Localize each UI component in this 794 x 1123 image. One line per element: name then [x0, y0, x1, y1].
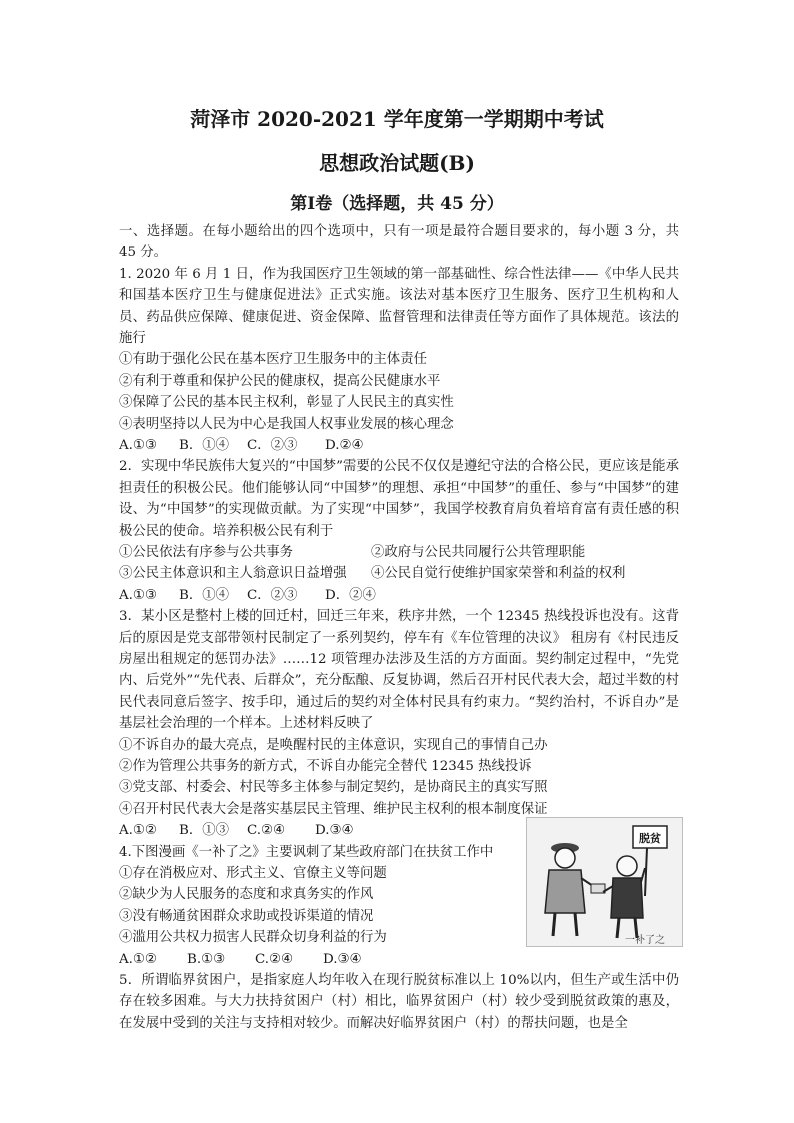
q2-option-a[interactable]: A.①③: [119, 587, 157, 603]
q4-item: ③没有畅通贫困群众求助或投诉渠道的情况: [119, 908, 374, 924]
exam-title: 菏泽市 2020-2021 学年度第一学期期中考试: [190, 107, 604, 131]
q1-options: [119, 435, 679, 456]
q2-option-b[interactable]: B．①④: [179, 587, 230, 603]
q4-option-c[interactable]: C.②④: [255, 951, 294, 967]
cartoon-caption: 一补了之: [625, 935, 665, 946]
q4-option-b[interactable]: B.①③: [187, 951, 226, 967]
q1-option-c[interactable]: C．②③: [247, 438, 298, 453]
q3-stem: 3．某小区是整村上楼的回迁村，回迁三年来，秩序井然，一个 12345 热线投诉也没有。这背后的原因是党支部带领村民制定了一系列契约，停车有《车位管理的决议》 租房有《村民违反房屋出租规定的惩罚办法》……12 项管理办法涉及生活的方方面面。契约制定过程中，“先党内、后党外”“先代表、后群众”，充分酝酿、反复协调，然后召开村民代表大会，超过半数的村民代表同意后签字、按手印，通过后的契约对全体村民具有约束力。“契约治村，不诉自办”是基层社会治理的一个样本。上述材料反映了: [119, 609, 679, 732]
q3-item: ②作为管理公共事务的新方式，不诉自办能完全替代 12345 热线投诉: [119, 759, 532, 775]
instructions: 一、选择题。在每小题给出的四个选项中，只有一项是最符合题目要求的，每小题 3 分，共 45 分。: [119, 224, 679, 261]
q2-item: ②政府与公民共同履行公共管理职能: [371, 545, 586, 561]
q3-option-b[interactable]: B．①③: [179, 823, 230, 839]
q1-item: ②有利于尊重和保护公民的健康权，提高公民健康水平: [119, 373, 441, 389]
q2-item-row: [119, 542, 679, 563]
q3-option-c[interactable]: C.②④: [247, 823, 286, 839]
q2-item: ①公民依法有序参与公共事务: [119, 545, 294, 561]
q3-item: ④召开村民代表大会是落实基层民主管理、维护民主权利的根本制度保证: [119, 801, 548, 817]
q4-option-d[interactable]: D.③④: [323, 951, 362, 967]
q4-options: [119, 949, 679, 970]
q1-stem: 1. 2020 年 6 月 1 日，作为我国医疗卫生领域的第一部基础性、综合性法律——《中华人民共和国基本医疗卫生与健康促进法》正式实施。该法对基本医疗卫生服务、医疗卫生机构和人员、药品供应保障、健康促进、资金保障、监督管理和法律责任等方面作了具体规范。该法的施行: [119, 266, 679, 347]
q3-option-a[interactable]: A.①②: [119, 823, 157, 839]
q2-option-d[interactable]: D．②④: [325, 587, 376, 603]
q1-item: ①有助于强化公民在基本医疗卫生服务中的主体责任: [119, 352, 427, 368]
q2-item-row: [119, 563, 679, 584]
q4-item: ④滥用公共权力损害人民群众切身利益的行为: [119, 930, 387, 946]
q2-item: ④公民自觉行使维护国家荣誉和利益的权利: [371, 566, 626, 582]
q1-option-b[interactable]: B．①④: [179, 438, 230, 453]
q1-item: ④表明坚持以人民为中心是我国人权事业发展的核心理念: [119, 416, 454, 432]
q4-item: ①存在消极应对、形式主义、官僚主义等问题: [119, 865, 387, 881]
q4-stem: 4.下图漫画《一补了之》主要讽刺了某些政府部门在扶贫工作中: [119, 844, 494, 860]
q2-options: [119, 585, 679, 606]
cartoon-sign-text: 脱贫: [639, 832, 661, 845]
cartoon-image: [526, 817, 683, 947]
q2-item: ③公民主体意识和主人翁意识日益增强: [119, 566, 347, 582]
q3-item: ③党支部、村委会、村民等多主体参与制定契约，是协商民主的真实写照: [119, 780, 548, 796]
q4-option-a[interactable]: A.①②: [119, 951, 157, 967]
q2-option-c[interactable]: C．②③: [247, 587, 298, 603]
section-heading: 第Ⅰ卷（选择题，共 45 分）: [290, 194, 504, 214]
q3-item: ①不诉自办的最大亮点，是唤醒村民的主体意识，实现自己的事情自己办: [119, 737, 548, 753]
cartoon-drawing: [527, 818, 682, 946]
q1-item: ③保障了公民的基本民主权利，彰显了人民民主的真实性: [119, 395, 454, 411]
q1-option-a[interactable]: A.①③: [119, 438, 157, 453]
q2-stem: 2．实现中华民族伟大复兴的“中国梦”需要的公民不仅仅是遵纪守法的合格公民，更应该是能承担责任的积极公民。他们能够认同“中国梦”的理想、承担“中国梦”的重任、参与“中国梦”的建设、为“中国梦”的实现做贡献。为了实现“中国梦”，我国学校教育肩负着培育富有责任感的积极公民的使命。培养积极公民有利于: [119, 459, 679, 539]
q3-option-d[interactable]: D.③④: [315, 823, 354, 839]
q1-option-d[interactable]: D.②④: [325, 438, 364, 453]
q5-stem: 5．所谓临界贫困户，是指家庭人均年收入在现行脱贫标准以上 10%以内，但生产或生活中仍存在较多困难。与大力扶持贫困户（村）相比，临界贫困户（村）较少受到脱贫政策的惠及，在发展中受到的关注与支持相对较少。而解决好临界贫困户（村）的帮扶问题，也是全: [119, 972, 679, 1031]
q4-item: ②缺少为人民服务的态度和求真务实的作风: [119, 887, 374, 903]
exam-subtitle: 思想政治试题(B): [319, 151, 475, 175]
